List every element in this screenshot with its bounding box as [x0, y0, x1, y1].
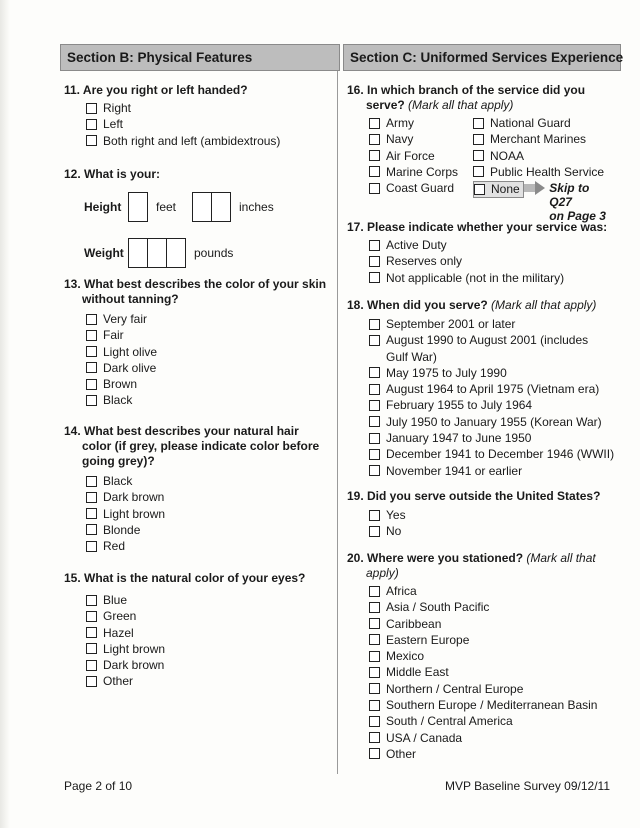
checkbox[interactable] [369, 716, 380, 727]
option-asia-south-pacific[interactable]: Asia / South Pacific [369, 600, 632, 616]
option-feb-1955-jul-1964[interactable]: February 1955 to July 1964 [369, 398, 627, 414]
question-16-title: 16. In which branch of the service did you serve? (Mark all that apply) [347, 83, 586, 112]
survey-version: MVP Baseline Survey 09/12/11 [445, 779, 610, 793]
option-army[interactable]: Army [369, 116, 473, 132]
checkbox[interactable] [86, 541, 97, 552]
skip-instruction: Skip to Q27 on Page 3 [549, 181, 606, 224]
option-mexico[interactable]: Mexico [369, 649, 632, 665]
checkbox[interactable] [369, 183, 380, 194]
option-caribbean[interactable]: Caribbean [369, 617, 632, 633]
question-20-title: 20. Where were you stationed? (Mark all that apply) [347, 551, 596, 580]
option-reserves-only[interactable]: Reserves only [369, 254, 627, 270]
checkbox[interactable] [86, 395, 97, 406]
option-eyes-other[interactable]: Other [86, 674, 336, 690]
question-18-options [347, 317, 627, 480]
checkbox[interactable] [86, 135, 97, 146]
checkbox[interactable] [86, 103, 97, 114]
option-africa[interactable]: Africa [369, 584, 632, 600]
option-right-handed[interactable]: Right [86, 101, 336, 117]
checkbox[interactable] [369, 732, 380, 743]
question-15-title: 15. What is the natural color of your eyes? [64, 571, 306, 585]
option-black[interactable]: Black [86, 393, 336, 409]
question-11-options [64, 101, 336, 150]
section-b-header: Section B: Physical Features [60, 44, 340, 71]
question-16 [347, 83, 627, 223]
checkbox[interactable] [369, 384, 380, 395]
option-eyes-blue[interactable]: Blue [86, 593, 336, 609]
option-sep-2001-later[interactable]: September 2001 or later [369, 317, 627, 333]
option-usa-canada[interactable]: USA / Canada [369, 731, 632, 747]
branch-col-1 [369, 116, 473, 223]
checkbox[interactable] [369, 319, 380, 330]
option-hair-red[interactable]: Red [86, 539, 336, 555]
option-jan-1947-jun-1950[interactable]: January 1947 to June 1950 [369, 431, 627, 447]
checkbox[interactable] [369, 335, 380, 346]
option-public-health-service[interactable]: Public Health Service [473, 165, 613, 181]
checkbox[interactable] [369, 700, 380, 711]
checkbox[interactable] [86, 627, 97, 638]
option-very-fair[interactable]: Very fair [86, 312, 336, 328]
option-hair-blonde[interactable]: Blonde [86, 523, 336, 539]
branch-col-2 [473, 116, 613, 223]
question-19-title: 19. Did you serve outside the United States? [347, 489, 601, 503]
question-17-options [347, 238, 627, 287]
question-16-options [347, 116, 627, 223]
option-not-applicable[interactable]: Not applicable (not in the military) [369, 271, 627, 287]
option-no[interactable]: No [369, 524, 627, 540]
checkbox[interactable] [369, 134, 380, 145]
question-14 [64, 424, 336, 555]
weight-label: Weight [84, 245, 124, 260]
question-20-options [347, 584, 632, 763]
question-14-options [64, 474, 336, 555]
option-air-force[interactable]: Air Force [369, 149, 473, 165]
checkbox[interactable] [86, 508, 97, 519]
question-11-title: 11. Are you right or left handed? [64, 83, 248, 97]
checkbox[interactable] [86, 524, 97, 535]
checkbox[interactable] [473, 118, 484, 129]
option-hair-dark-brown[interactable]: Dark brown [86, 490, 336, 506]
checkbox[interactable] [86, 660, 97, 671]
checkbox[interactable] [369, 166, 380, 177]
question-14-title: 14. What best describes your natural hair color (if grey, please indicate color before going grey)? [64, 424, 320, 468]
option-coast-guard[interactable]: Coast Guard [369, 181, 473, 197]
checkbox[interactable] [86, 119, 97, 130]
checkbox[interactable] [369, 586, 380, 597]
question-18-title: 18. When did you serve? (Mark all that apply) [347, 298, 597, 312]
pounds-label: pounds [194, 245, 234, 260]
question-18 [347, 298, 627, 480]
checkbox[interactable] [369, 602, 380, 613]
checkbox[interactable] [86, 476, 97, 487]
checkbox[interactable] [86, 362, 97, 373]
checkbox[interactable] [369, 667, 380, 678]
checkbox[interactable] [86, 379, 97, 390]
digit-box[interactable] [192, 192, 212, 222]
option-eyes-light-brown[interactable]: Light brown [86, 642, 336, 658]
option-northern-central-europe[interactable]: Northern / Central Europe [369, 682, 632, 698]
checkbox[interactable] [474, 184, 485, 195]
option-navy[interactable]: Navy [369, 132, 473, 148]
option-may-1975-jul-1990[interactable]: May 1975 to July 1990 [369, 366, 627, 382]
digit-box[interactable] [148, 238, 167, 268]
option-light-olive[interactable]: Light olive [86, 345, 336, 361]
question-19-options [347, 508, 627, 541]
checkbox[interactable] [369, 367, 380, 378]
option-merchant-marines[interactable]: Merchant Marines [473, 132, 613, 148]
checkbox[interactable] [369, 449, 380, 460]
digit-box[interactable] [128, 238, 148, 268]
option-dec-1941-dec-1946[interactable]: December 1941 to December 1946 (WWII) [369, 447, 627, 463]
digit-box[interactable] [128, 192, 148, 222]
checkbox[interactable] [369, 118, 380, 129]
digit-box[interactable] [167, 238, 186, 268]
section-b-column [60, 44, 340, 71]
checkbox[interactable] [369, 416, 380, 427]
option-fair[interactable]: Fair [86, 328, 336, 344]
question-19 [347, 489, 627, 541]
option-left-handed[interactable]: Left [86, 117, 336, 133]
checkbox[interactable] [369, 634, 380, 645]
question-13 [64, 277, 336, 410]
question-13-options [64, 312, 336, 410]
skip-arrow-icon [535, 181, 545, 195]
checkbox[interactable] [86, 346, 97, 357]
checkbox[interactable] [369, 256, 380, 267]
checkbox[interactable] [86, 595, 97, 606]
option-eastern-europe[interactable]: Eastern Europe [369, 633, 632, 649]
weight-pounds-input[interactable] [128, 238, 186, 268]
option-noaa[interactable]: NOAA [473, 149, 613, 165]
checkbox[interactable] [369, 465, 380, 476]
option-brown[interactable]: Brown [86, 377, 336, 393]
checkbox[interactable] [473, 166, 484, 177]
question-15-options [64, 593, 336, 691]
option-yes[interactable]: Yes [369, 508, 627, 524]
section-c-header: Section C: Uniformed Services Experience [343, 44, 621, 71]
question-20 [347, 551, 632, 763]
checkbox[interactable] [86, 314, 97, 325]
checkbox[interactable] [369, 748, 380, 759]
height-row [84, 192, 336, 222]
feet-label: feet [156, 199, 177, 214]
option-continuation: Gulf War) [386, 349, 437, 364]
option-marine-corps[interactable]: Marine Corps [369, 165, 473, 181]
checkbox[interactable] [369, 510, 380, 521]
height-label: Height [84, 199, 122, 214]
option-eyes-green[interactable]: Green [86, 609, 336, 625]
checkbox[interactable] [86, 492, 97, 503]
option-eyes-dark-brown[interactable]: Dark brown [86, 658, 336, 674]
question-17-title: 17. Please indicate whether your service was: [347, 220, 608, 234]
checkbox[interactable] [369, 400, 380, 411]
question-15 [64, 571, 336, 691]
option-other-location[interactable]: Other [369, 747, 632, 763]
option-none[interactable]: None [473, 181, 524, 198]
checkbox[interactable] [369, 272, 380, 283]
checkbox[interactable] [369, 651, 380, 662]
option-middle-east[interactable]: Middle East [369, 665, 632, 681]
inches-label: inches [239, 199, 274, 214]
skip-arrow-shaft [524, 184, 536, 192]
none-skip-row [473, 181, 613, 223]
checkbox[interactable] [473, 134, 484, 145]
checkbox[interactable] [473, 150, 484, 161]
checkbox[interactable] [86, 611, 97, 622]
option-south-central-america[interactable]: South / Central America [369, 714, 632, 730]
option-aug-1964-apr-1975[interactable]: August 1964 to April 1975 (Vietnam era) [369, 382, 627, 398]
page-number: Page 2 of 10 [64, 779, 133, 793]
page-edge-shadow [0, 0, 10, 828]
checkbox[interactable] [86, 330, 97, 341]
height-feet-input[interactable] [128, 192, 148, 222]
height-inches-input[interactable] [192, 192, 231, 222]
option-southern-europe-mediterranean[interactable]: Southern Europe / Mediterranean Basin [369, 698, 632, 714]
option-ambidextrous[interactable]: Both right and left (ambidextrous) [86, 134, 336, 150]
digit-box[interactable] [212, 192, 231, 222]
option-active-duty[interactable]: Active Duty [369, 238, 627, 254]
checkbox[interactable] [369, 618, 380, 629]
section-c-column [343, 44, 624, 71]
option-national-guard[interactable]: National Guard [473, 116, 613, 132]
checkbox[interactable] [369, 526, 380, 537]
checkbox[interactable] [369, 683, 380, 694]
checkbox[interactable] [369, 150, 380, 161]
column-divider [337, 44, 338, 774]
option-dark-olive[interactable]: Dark olive [86, 361, 336, 377]
option-aug-1990-aug-2001[interactable]: August 1990 to August 2001 (includes [369, 333, 627, 349]
question-11 [64, 83, 336, 150]
option-nov-1941-earlier[interactable]: November 1941 or earlier [369, 464, 627, 480]
option-hair-light-brown[interactable]: Light brown [86, 507, 336, 523]
question-12-title: 12. What is your: [64, 167, 161, 181]
checkbox[interactable] [86, 676, 97, 687]
weight-row [84, 238, 336, 268]
checkbox[interactable] [369, 240, 380, 251]
question-17 [347, 220, 627, 287]
question-13-title: 13. What best describes the color of your skin without tanning? [64, 277, 327, 306]
question-12 [64, 167, 336, 268]
option-eyes-hazel[interactable]: Hazel [86, 626, 336, 642]
checkbox[interactable] [369, 433, 380, 444]
option-jul-1950-jan-1955[interactable]: July 1950 to January 1955 (Korean War) [369, 415, 627, 431]
checkbox[interactable] [86, 643, 97, 654]
option-hair-black[interactable]: Black [86, 474, 336, 490]
